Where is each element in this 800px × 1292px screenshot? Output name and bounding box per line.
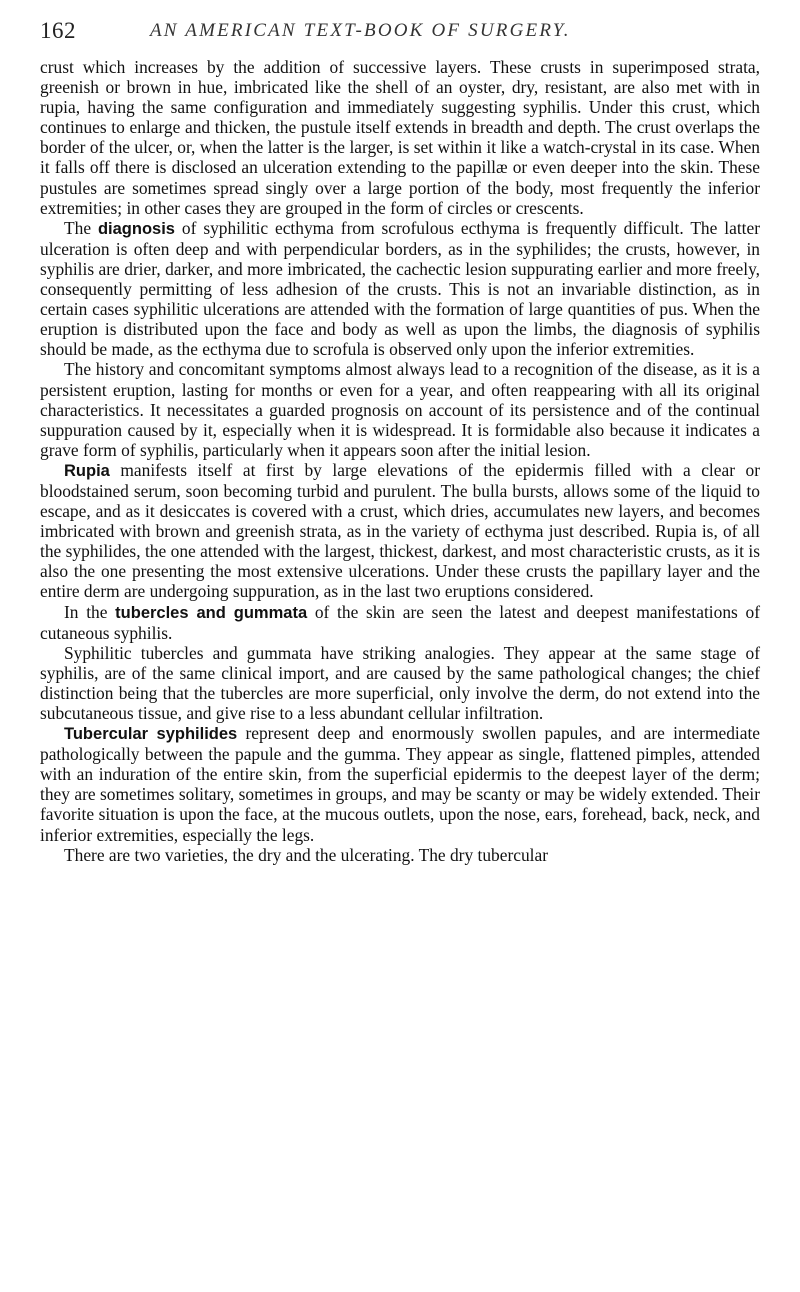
paragraph-history: [40, 359, 760, 459]
paragraph-text: Syphilitic tubercles and gummata have striking analogies. They appear at the same stage of syphilis, are of the same clinical import, and are caused by the same pathological changes; the chief distinction being that the tubercles are more superficial, only involve the derm, do not extend into the subcutaneous tissue, and give rise to a less abundant cellular infiltration.: [40, 642, 760, 723]
paragraph-text: represent deep and enormously swollen papules, and are intermediate pathologically between the papule and the gumma. They appear as single, flattened pimples, attended with an induration of the entire skin, from the superficial epidermis to the deepest layer of the derm; they are sometimes solitary, sometimes in groups, and may be scanty or may be widely extended. Their favorite situation is upon the face, at the mucous outlets, upon the nose, ears, forehead, back, neck, and inferior extremities, especially the legs.: [40, 723, 761, 845]
paragraph-lead: The: [64, 217, 98, 238]
page-header: [40, 18, 760, 48]
paragraph-text: The history and concomitant symptoms almost always lead to a recognition of the disease, as it is a persistent eruption, lasting for months or even for a year, and often reappearing with all its original characteristics. It necessitates a guarded prognosis on account of its persistence and of the continual suppuration caused by it, especially when it is widespread. It is formidable also because it indicates a grave form of syphilis, particularly when it appears soon after the initial lesion.: [40, 359, 760, 460]
paragraph-text: manifests itself at first by large elevations of the epidermis filled with a clear or bloodstained serum, soon becoming turbid and purulent. The bulla bursts, allows some of the liquid to escape, and as it desiccates is covered with a crust, which dries, accumulates new layers, and becomes imbricated with brown and greenish strata, as in the variety of ecthyma just described. Rupia is, of all the syphilides, the one attended with the largest, thickest, darkest, and most characteristic crusts, as it is also the one presenting the most extensive ulcerations. Under these crusts the papillary layer and the entire derm are undergoing suppuration, as in the last two eruptions considered.: [40, 459, 760, 602]
paragraph-tubercular-syphilides: [40, 723, 760, 845]
page-number: 162: [40, 18, 76, 43]
paragraph-tubercles-gummata: [40, 602, 760, 643]
paragraph-analogies: [40, 643, 760, 723]
paragraph-lead: In the: [64, 601, 116, 622]
paragraph-text: of syphilitic ecthyma from scrofulous ecthyma is frequently difficult. The latter ulceration is often deep and with perpendicular borders, as in the syphilides; the crusts, however, in syphilis are drier, darker, and more imbricated, the cachectic lesion suppurating earlier and more freely, consequently permitting of less adhesion of the crusts. This is not an invariable distinction, as in certain cases syphilitic ulcerations are attended with the formation of large quantities of pus. When the eruption is distributed upon the face and body as well as upon the limbs, the diagnosis of syphilis should be made, as the ecthyma due to scrofula is observed only upon the inferior extremities.: [40, 217, 760, 360]
section-keyword: Rupia: [64, 461, 110, 480]
page-body: [40, 57, 760, 865]
paragraph-text: of the skin are seen the latest and deepest manifestations of cutaneous syphilis.: [40, 601, 760, 643]
section-keyword: diagnosis: [97, 219, 175, 238]
section-keyword: Tubercular syphilides: [64, 725, 238, 744]
running-head: AN AMERICAN TEXT-BOOK OF SURGERY.: [150, 20, 571, 41]
section-keyword: tubercles and gummata: [115, 603, 308, 622]
paragraph-diagnosis: [40, 218, 760, 360]
paragraph-text: crust which increases by the addition of successive layers. These crusts in superimposed strata, greenish or brown in hue, imbricated like the shell of an oyster, dry, resistant, are also met with in rupia, having the same configuration and immediately suggesting syphilis. Under this crust, which continues to enlarge and thicken, the pustule itself extends in breadth and depth. The crust overlaps the border of the ulcer, or, when the latter is the larger, is set within it like a watch-crystal in its case. When it falls off there is disclosed an ulceration extending to the papillæ or even deeper into the skin. These pustules are sometimes spread singly over a large portion of the body, most frequently the inferior extremities; in other cases they are grouped in the form of circles or crescents.: [40, 57, 760, 218]
paragraph-varieties: [40, 845, 760, 865]
paragraph-rupia: [40, 460, 760, 602]
paragraph-crust: [40, 57, 760, 218]
paragraph-text: There are two varieties, the dry and the ulcerating. The dry tubercular: [64, 844, 548, 865]
